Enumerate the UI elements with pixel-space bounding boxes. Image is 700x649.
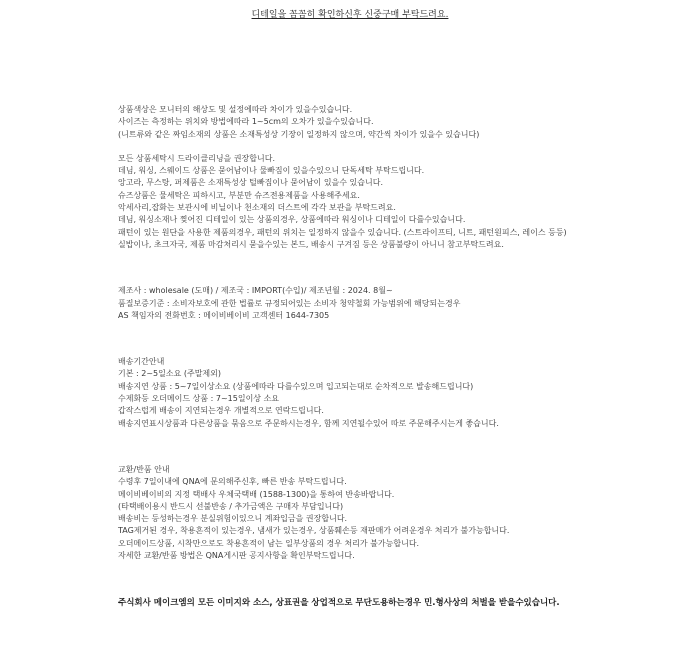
text-line: 기본 : 2~5일소요 (주말제외) (118, 369, 222, 379)
text-line: 데님, 워싱소재나 찢어진 디테일이 있는 상품의경우, 상품에따라 워싱이나 디테일이 다를수있습니다. (118, 215, 466, 225)
text-line: AS 책임자의 전화번호 : 메이비베이비 고객센터 1644-7305 (118, 310, 330, 320)
text-line: 앙고라, 무스탕, 퍼제품은 소재특성상 털빠짐이나 묻어남이 있을수 있습니다. (118, 178, 383, 188)
text-line: 슈즈상품은 물세탁은 피하시고, 부분만 슈즈전용제품을 사용해주세요. (118, 190, 360, 200)
detail-notice (0, 7, 700, 20)
section-heading: 교환/반품 안내 (118, 464, 170, 474)
text-line: 모든 상품세탁시 드라이클리닝을 권장합니다. (118, 153, 276, 163)
text-line: (타택배이용시 반드시 선불반송 / 추가금액은 구매자 부담입니다) (118, 501, 344, 511)
text-line: 패턴이 있는 원단을 사용한 제품의경우, 패턴의 위치는 일정하지 않을수 있습니다. (스트라이프티, 니트, 패턴원피스, 레이스 등등) (118, 227, 567, 237)
text-line: 배송지연 상품 : 5~7일이상소요 (상품에따라 다를수있으며 입고되는대로 순차적으로 발송해드립니다) (118, 381, 474, 391)
section-heading: 배송기간안내 (118, 357, 165, 367)
text-line: 데님, 워싱, 스웨이드 상품은 묻어남이나 물빠짐이 있을수있으니 단독세탁 부탁드립니다. (118, 166, 425, 176)
manufacture-section (118, 285, 678, 322)
shipping-section (118, 356, 678, 430)
text-line: 수령후 7일이내에 QNA에 문의해주신후, 빠른 반송 부탁드립니다. (118, 477, 347, 487)
text-line: 실밥이나, 초크자국, 제품 마감처리시 묻을수있는 본드, 배송시 구겨짐 등은 상품불량이 아니니 참고부탁드려요. (118, 239, 504, 249)
text-line: 사이즈는 측정하는 위치와 방법에따라 1~5cm의 오차가 있을수있습니다. (118, 117, 374, 127)
text-line: 품질보증기준 : 소비자보호에 관한 법률로 규정되어있는 소비자 청약철회 가능범위에 해당되는경우 (118, 298, 461, 308)
color-size-section (118, 104, 678, 141)
text-line: 배송비는 등성하는경우 분실위험이있으니 계좌입금을 권장합니다. (118, 514, 348, 524)
text-line: 악세사리,잡화는 보관시에 비닐이나 천소재의 더스트에 각각 보관을 부탁드려요. (118, 203, 396, 213)
copyright-warning: 주식회사 메이크엠의 모든 이미지와 소스, 상표권을 상업적으로 무단도용하는경우 민.형사상의 처벌을 받을수있습니다. (118, 598, 560, 608)
care-section (118, 153, 678, 251)
text-line: 메이비베이비의 지정 택배사 우체국택배 (1588-1300)을 통하여 반송바랍니다. (118, 489, 395, 499)
text-line: 자세한 교환/반품 방법은 QNA게시판 공지사항을 확인부탁드립니다. (118, 551, 355, 561)
text-line: 배송지연표시상품과 다른상품을 묶음으로 주문하시는경우, 함께 지연될수있어 따로 주문해주시는게 좋습니다. (118, 418, 499, 428)
text-line: 수제화등 오더메이드 상품 : 7~15일이상 소요 (118, 394, 280, 404)
text-line: 제조사 : wholesale (도매) / 제조국 : IMPORT(수입)/ 제조년월 : 2024. 8월~ (118, 286, 393, 296)
text-line: 상품색상은 모니터의 해상도 및 설정에따라 차이가 있을수있습니다. (118, 105, 353, 114)
text-line: 오더메이드상품, 시착만으로도 착용흔적이 남는 일부상품의 경우 처리가 불가능합니다. (118, 538, 420, 548)
product-info-content (118, 104, 678, 574)
detail-notice-text: 디테일을 꼼꼼히 확인하신후 신중구매 부탁드려요. (251, 10, 449, 20)
text-line: 갑작스럽게 배송이 지연되는경우 개별적으로 연락드립니다. (118, 406, 324, 416)
returns-section (118, 464, 678, 562)
text-line: (니트류와 같은 짜임소재의 상품은 소재특성상 기장이 일정하지 않으며, 약간씩 차이가 있을수 있습니다) (118, 129, 480, 139)
text-line: TAG제거된 경우, 착용흔적이 있는경우, 냄새가 있는경우, 상품훼손등 재판매가 어려운경우 처리가 불가능합니다. (118, 526, 510, 536)
